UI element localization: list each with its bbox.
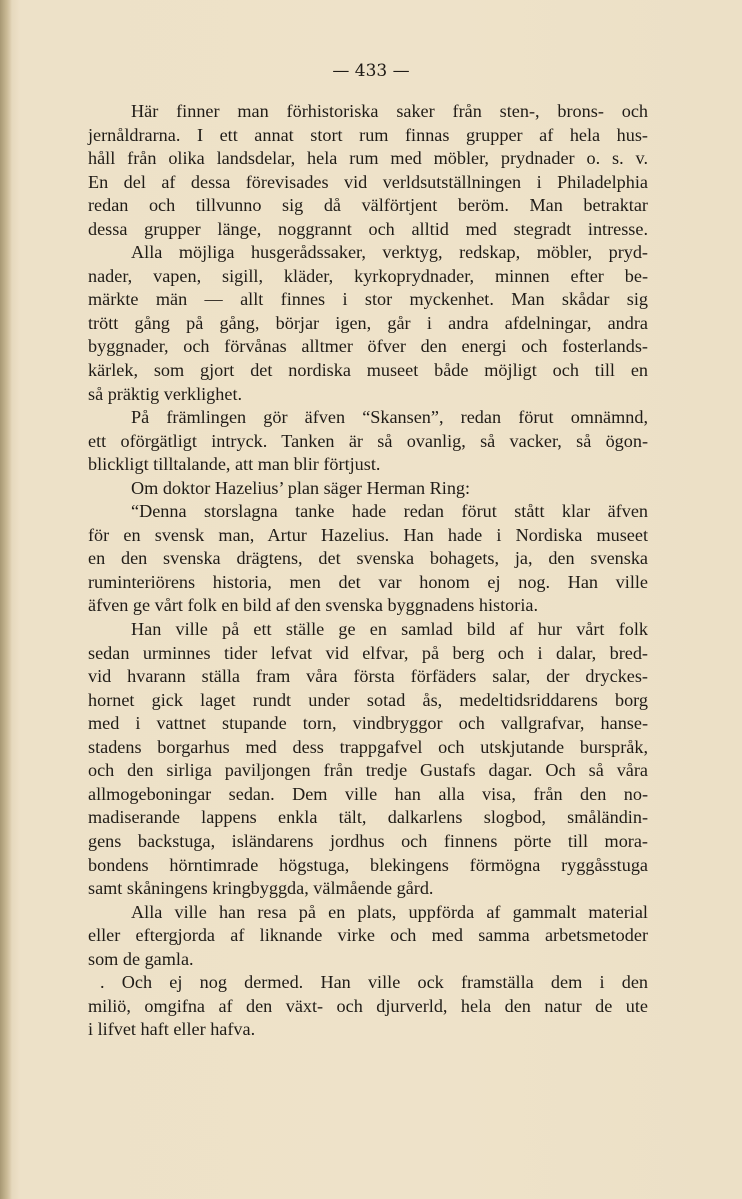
text-line: . Och ej nog dermed. Han ville ock framställa dem i den: [100, 972, 648, 993]
text-line: som de gamla.: [88, 948, 194, 969]
text-line: trött gång på gång, börjar igen, går i andra afdelningar, andra: [88, 312, 648, 333]
text-line: blickligt tilltalande, att man blir förtjust.: [88, 454, 381, 475]
text-line: ruminteriörens historia, men det var honom ej nog. Han ville: [88, 571, 648, 592]
text-line: stadens borgarhus med dess trappgafvel och utskjutande burspråk,: [88, 736, 648, 757]
text-line: kärlek, som gjort det nordiska museet både möjligt och till en: [88, 360, 648, 381]
text-line: gens backstuga, isländarens jordhus och finnens pörte till mora-: [88, 830, 648, 851]
text-line: för en svensk man, Artur Hazelius. Han hade i Nordiska museet: [88, 524, 648, 545]
page-binding-edge: [0, 0, 12, 1199]
text-line: redan och tillvunno sig då välförtjent beröm. Man betraktar: [88, 195, 648, 216]
text-line: madiserande lappens enkla tält, dalkarlens slogbod, småländin-: [88, 807, 648, 828]
page-number: — 433 —: [332, 61, 410, 81]
text-line: nader, vapen, sigill, kläder, kyrkoprydnader, minnen efter be-: [88, 265, 648, 286]
text-line: sedan urminnes tider lefvat vid elfvar, på berg och i dalar, bred-: [88, 642, 648, 663]
text-line: ett oförgätligt intryck. Tanken är så ovanlig, så vacker, så ögon-: [88, 430, 648, 451]
text-line: Här finner man förhistoriska saker från sten-, brons- och: [131, 101, 648, 121]
text-line: Alla möjliga husgerådssaker, verktyg, redskap, möbler, pryd-: [131, 242, 648, 263]
text-line: samt skåningens kringbyggda, välmående gård.: [88, 878, 434, 899]
text-line: vid hvarann ställa fram våra första förfäders salar, der dryckes-: [88, 666, 648, 687]
text-line: och den sirliga paviljongen från tredje Gustafs dagar. Och så våra: [88, 760, 648, 781]
text-line: äfven ge vårt folk en bild af den svenska byggnadens historia.: [88, 595, 539, 616]
text-line: En del af dessa förevisades vid verldsutställningen i Philadelphia: [88, 171, 648, 192]
text-line: På främlingen gör äfven “Skansen”, redan förut omnämnd,: [131, 407, 648, 428]
text-line: Om doktor Hazelius’ plan säger Herman Ring:: [131, 477, 471, 498]
text-line: miliö, omgifna af den växt- och djurverld, hela den natur de ute: [88, 995, 648, 1016]
text-line: i lifvet haft eller hafva.: [88, 1019, 256, 1040]
text-line: “Denna storslagna tanke hade redan förut stått klar äfven: [131, 501, 648, 522]
text-line: Alla ville han resa på en plats, uppförda af gammalt material: [131, 901, 648, 922]
text-line: bondens hörntimrade högstuga, blekingens förmögna ryggåsstuga: [88, 854, 648, 875]
body-text: [88, 100, 648, 1042]
text-line: eller eftergjorda af liknande virke och med samma arbetsmetoder: [88, 925, 648, 946]
text-line: jernåldrarna. I ett annat stort rum finnas grupper af hela hus-: [88, 124, 648, 145]
text-line: en den svenska drägtens, det svenska bohagets, ja, den svenska: [88, 548, 648, 569]
text-line: Han ville på ett ställe ge en samlad bild af hur vårt folk: [131, 619, 648, 640]
text-line: hornet gick laget rundt under sotad ås, medeltidsriddarens borg: [88, 689, 648, 710]
text-line: byggnader, och förvånas alltmer öfver den energi och fosterlands-: [88, 336, 648, 357]
text-line: märkte män — allt finnes i stor myckenhet. Man skådar sig: [88, 289, 648, 310]
text-line: håll från olika landsdelar, hela rum med möbler, prydnader o. s. v.: [88, 148, 648, 169]
text-line: dessa grupper länge, noggrannt och alltid med stegradt intresse.: [88, 218, 648, 239]
text-line: allmogeboningar sedan. Dem ville han alla visa, från den no-: [88, 783, 648, 804]
text-line: så präktig verklighet.: [88, 383, 243, 404]
text-line: med i vattnet stupande torn, vindbryggor och vallgrafvar, hanse-: [88, 713, 648, 734]
